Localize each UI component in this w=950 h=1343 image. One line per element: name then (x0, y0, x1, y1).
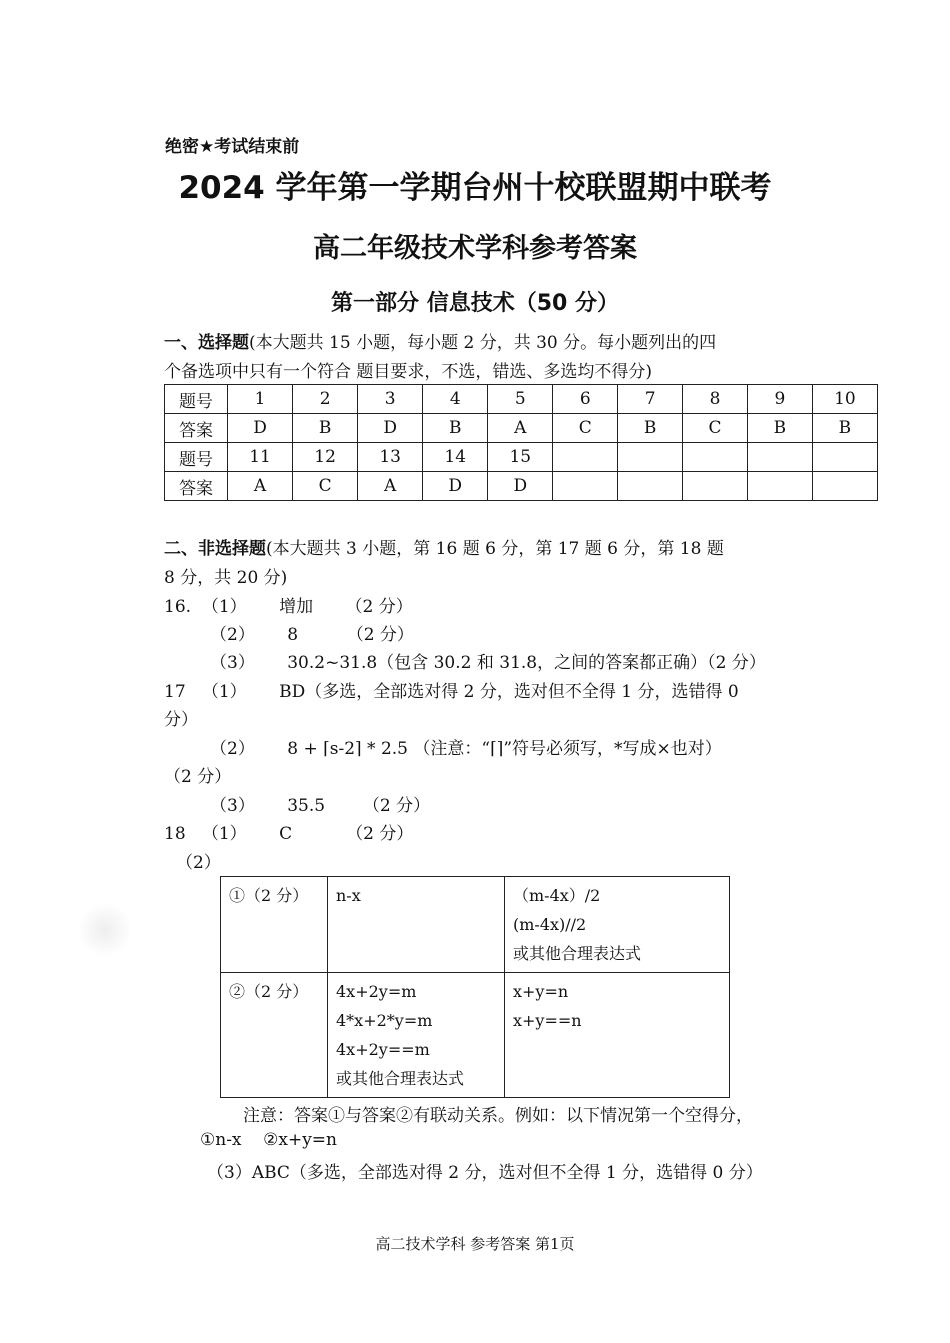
row-label: 答案 (165, 472, 228, 501)
section1-heading: 一、选择题 (164, 333, 249, 353)
question-number (812, 443, 877, 472)
answer-cell (328, 973, 505, 1098)
question-number: 6 (553, 385, 618, 414)
question-number: 12 (293, 443, 358, 472)
answer-line: 或其他合理表达式 (513, 944, 642, 963)
q18-part1: 18 （1） C （2 分） (164, 824, 414, 844)
section1-desc: (本大题共 15 小题，每小题 2 分，共 30 分。每小题列出的四 (249, 333, 717, 353)
question-number: 5 (488, 385, 553, 414)
mc-answer-table (164, 384, 878, 501)
question-number: 3 (358, 385, 423, 414)
answer-cell: A (488, 414, 553, 443)
scan-smudge (80, 900, 130, 960)
answer-line: x+y==n (513, 1011, 582, 1030)
table-row (165, 414, 878, 443)
answer-cell (328, 877, 505, 973)
answer-cell: D (488, 472, 553, 501)
q17-part2: （2） 8 + ⌈s-2⌉ * 2.5 （注意：“⌈⌉”符号必须写，*写成×也对） (210, 739, 722, 759)
answer-cell (505, 973, 730, 1098)
question-number: 13 (358, 443, 423, 472)
q17-part1: 17 （1） BD（多选，全部选对得 2 分，选对但不全得 1 分，选错得 0 (164, 682, 739, 702)
answer-cell: D (423, 472, 488, 501)
section2-desc: (本大题共 3 小题，第 16 题 6 分，第 17 题 6 分，第 18 题 (266, 539, 724, 559)
answer-cell: B (293, 414, 358, 443)
confidential-label: 绝密★考试结束前 (165, 137, 300, 157)
page-footer: 高二技术学科 参考答案 第1页 (375, 1235, 575, 1253)
question-number: 8 (683, 385, 748, 414)
table-row (165, 472, 878, 501)
q18-note: 注意：答案①与答案②有联动关系。例如：以下情况第一个空得分， (243, 1106, 753, 1126)
answer-line: （m-4x）/2 (513, 886, 601, 905)
answer-cell: D (228, 414, 293, 443)
answer-cell: A (358, 472, 423, 501)
answer-cell (505, 877, 730, 973)
table-row (165, 385, 878, 414)
answer-cell (812, 472, 877, 501)
answer-line: n-x (336, 886, 361, 905)
q16-part2: （2） 8 （2 分） (210, 625, 414, 645)
answer-cell: C (293, 472, 358, 501)
q18-part2-label: （2） (176, 853, 221, 873)
answer-cell: C (683, 414, 748, 443)
section2-line1 (164, 534, 724, 559)
q16-part1: 16. （1） 增加 （2 分） (164, 597, 413, 617)
page-subtitle: 高二年级技术学科参考答案 (313, 233, 637, 264)
question-number: 2 (293, 385, 358, 414)
answer-cell: C (553, 414, 618, 443)
answer-line: 或其他合理表达式 (336, 1069, 465, 1088)
section1-desc-2: 个备选项中只有一个符合 题目要求，不选，错选、多选均不得分) (164, 362, 653, 382)
question-number: 9 (747, 385, 812, 414)
table-row (221, 877, 730, 973)
answer-cell: D (358, 414, 423, 443)
table-row (221, 973, 730, 1098)
q18-answer-table (220, 876, 730, 1098)
answer-cell: A (228, 472, 293, 501)
row-label: 题号 (165, 385, 228, 414)
row-label: 题号 (165, 443, 228, 472)
row-label: 答案 (165, 414, 228, 443)
answer-line: x+y=n (513, 982, 569, 1001)
question-number (553, 443, 618, 472)
section2-desc-2: 8 分，共 20 分) (164, 568, 288, 588)
q18-part3: （3）ABC（多选，全部选对得 2 分，选对但不全得 1 分，选错得 0 分） (207, 1163, 763, 1183)
answer-cell (747, 472, 812, 501)
question-number (683, 443, 748, 472)
answer-cell (618, 472, 683, 501)
answer-line: 4x+2y=m (336, 982, 417, 1001)
q17-part3: （3） 35.5 （2 分） (210, 796, 431, 816)
question-number: 10 (812, 385, 877, 414)
answer-cell (553, 472, 618, 501)
answer-cell: B (618, 414, 683, 443)
question-number: 14 (423, 443, 488, 472)
answer-cell: B (423, 414, 488, 443)
section2-heading: 二、非选择题 (164, 539, 266, 559)
blank-label: ②（2 分） (221, 973, 328, 1098)
page-title: 2024 学年第一学期台州十校联盟期中联考 (178, 170, 772, 206)
question-number: 7 (618, 385, 683, 414)
section1-line1 (164, 328, 716, 353)
blank-label: ①（2 分） (221, 877, 328, 973)
q17-part1-cont: 分） (164, 710, 198, 730)
question-number: 1 (228, 385, 293, 414)
answer-cell (683, 472, 748, 501)
q17-part2-cont: （2 分） (164, 767, 232, 787)
answer-cell: B (747, 414, 812, 443)
answer-line: 4*x+2*y=m (336, 1011, 433, 1030)
part-heading: 第一部分 信息技术（50 分） (331, 291, 619, 316)
question-number: 15 (488, 443, 553, 472)
question-number: 4 (423, 385, 488, 414)
q18-note-example: ①n-x ②x+y=n (200, 1130, 338, 1150)
table-row (165, 443, 878, 472)
question-number: 11 (228, 443, 293, 472)
question-number (747, 443, 812, 472)
q16-part3: （3） 30.2~31.8（包含 30.2 和 31.8，之间的答案都正确）（2 分） (210, 653, 766, 673)
answer-line: (m-4x)//2 (513, 915, 587, 934)
answer-cell: B (812, 414, 877, 443)
answer-line: 4x+2y==m (336, 1040, 430, 1059)
question-number (618, 443, 683, 472)
